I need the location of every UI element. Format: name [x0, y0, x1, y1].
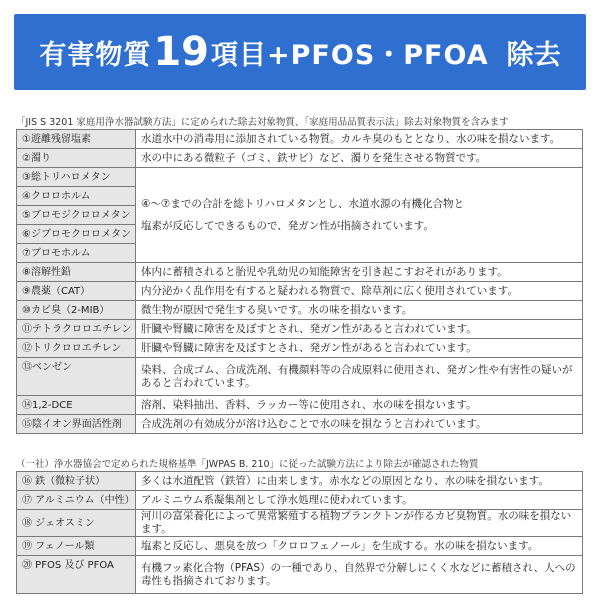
substance-desc: 水の中にある微粒子（ゴミ、鉄サビ）など、濁りを発生させる物質です。: [136, 149, 583, 168]
substance-desc: 体内に蓄積されると胎児や乳幼児の知能障害を引き起こすおそれがあります。: [136, 263, 583, 282]
table-row: [17, 339, 583, 358]
substance-name: ①遊離残留塩素: [17, 130, 136, 149]
table-row: [17, 358, 583, 396]
substance-name: ⑲ フェノール類: [17, 537, 136, 556]
table-row: [17, 537, 583, 556]
substance-name: ⑮陰イオン界面活性剤: [17, 415, 136, 434]
table-row: [17, 396, 583, 415]
table-row: [17, 168, 583, 187]
substance-name: ⑦ブロモホルム: [17, 244, 136, 263]
substance-desc: 微生物が原因で発生する臭いです。水の味を損ないます。: [136, 301, 583, 320]
table-row: [17, 472, 583, 491]
substance-name: ⑫トリクロロエチレン: [17, 339, 136, 358]
banner-text-3: 除去: [506, 39, 561, 71]
substance-desc: 溶剤、染料抽出、香料、ラッカー等に使用され、水の味を損ないます。: [136, 396, 583, 415]
substance-desc: 肝臓や腎臓に障害を及ぼすとされ、発ガン性があると言われています。: [136, 339, 583, 358]
substance-desc: 塩素と反応し、悪臭を放つ「クロロフェノール」を生成する。水の味を損ないます。: [136, 537, 583, 556]
substance-desc: 内分泌かく乱作用を有すると疑われる物質で、除草剤に広く使用されています。: [136, 282, 583, 301]
substance-name: ⑨農薬（CAT）: [17, 282, 136, 301]
substance-name: ⑪テトラクロロエチレン: [17, 320, 136, 339]
table-row: [17, 149, 583, 168]
merged-desc: [136, 168, 583, 263]
table-row: [17, 320, 583, 339]
caption-jis: 「JIS S 3201 家庭用浄水器試験方法」に定められた除去対象物質、「家庭用品品質表示法」除去対象物質を含みます: [16, 117, 509, 128]
substance-name: ⑬ベンゼン: [17, 358, 136, 396]
substance-name: ⑱ ジェオスミン: [17, 510, 136, 537]
substance-name: ⑯ 鉄（微粒子状）: [17, 472, 136, 491]
substance-table-2: [16, 471, 583, 594]
table-row: [17, 510, 583, 537]
banner-number: 19: [153, 29, 210, 75]
substance-name: ⑰ アルミニウム（中性）: [17, 491, 136, 510]
substance-desc: 河川の富栄養化によって異常繁殖する植物プランクトンが作るカビ臭物質。水の味を損ないます。: [136, 510, 583, 537]
substance-name: ⑭1,2-DCE: [17, 396, 136, 415]
substance-name: ⑤ブロモジクロロメタン: [17, 206, 136, 225]
substance-desc: 染料、合成ゴム、合成洗剤、有機顔料等の合成原料に使用され、発ガン性や有害性の疑いがあると言われています。: [136, 358, 583, 396]
merged-desc-line-1: ④～⑦までの合計を総トリハロメタンとし、水道水源の有機化合物と: [141, 198, 465, 210]
banner-text-2: 項目+PFOS・PFOA: [211, 39, 489, 71]
substance-desc: 多くは水道配管（鉄管）に由来します。赤水などの原因となり、水の味を損ないます。: [136, 472, 583, 491]
merged-desc-line-2: 塩素が反応してできるもので、発ガン性が指摘されています。: [141, 220, 434, 232]
table-row: [17, 130, 583, 149]
substance-desc: 合成洗剤の有効成分が溶け込むことで水の味を損なうと言われています。: [136, 415, 583, 434]
table-row: [17, 491, 583, 510]
substance-name: ②濁り: [17, 149, 136, 168]
substance-name: ⑧溶解性鉛: [17, 263, 136, 282]
substance-name: ⑩カビ臭（2-MIB）: [17, 301, 136, 320]
substance-desc: 水道水中の消毒用に添加されている物質。カルキ臭のもととなり、水の味を損ないます。: [136, 130, 583, 149]
banner-text-1: 有害物質: [39, 39, 152, 71]
substance-table-1: [16, 129, 583, 434]
substance-desc: 有機フッ素化合物（PFAS）の一種であり、自然界で分解しにくく水などに蓄積され、人への毒性も指摘されております。: [136, 556, 583, 594]
substance-name: ③総トリハロメタン: [17, 168, 136, 187]
table-row: [17, 556, 583, 594]
substance-desc: アルミニウム系凝集剤として浄水処理に使われています。: [136, 491, 583, 510]
substance-name: ⑥ジブロモクロロメタン: [17, 225, 136, 244]
table-row: [17, 301, 583, 320]
title-banner: [14, 14, 586, 90]
substance-name: ⑳ PFOS 及び PFOA: [17, 556, 136, 594]
table-row: [17, 263, 583, 282]
substance-desc: 肝臓や腎臓に障害を及ぼすとされ、発ガン性があると言われています。: [136, 320, 583, 339]
substance-name: ④クロロホルム: [17, 187, 136, 206]
table-row: [17, 282, 583, 301]
caption-jwpas: （一社）浄水器協会で定められた規格基準「JWPAS B. 210」に従った試験方法により除去が確認された物質: [16, 459, 479, 470]
table-row: [17, 415, 583, 434]
